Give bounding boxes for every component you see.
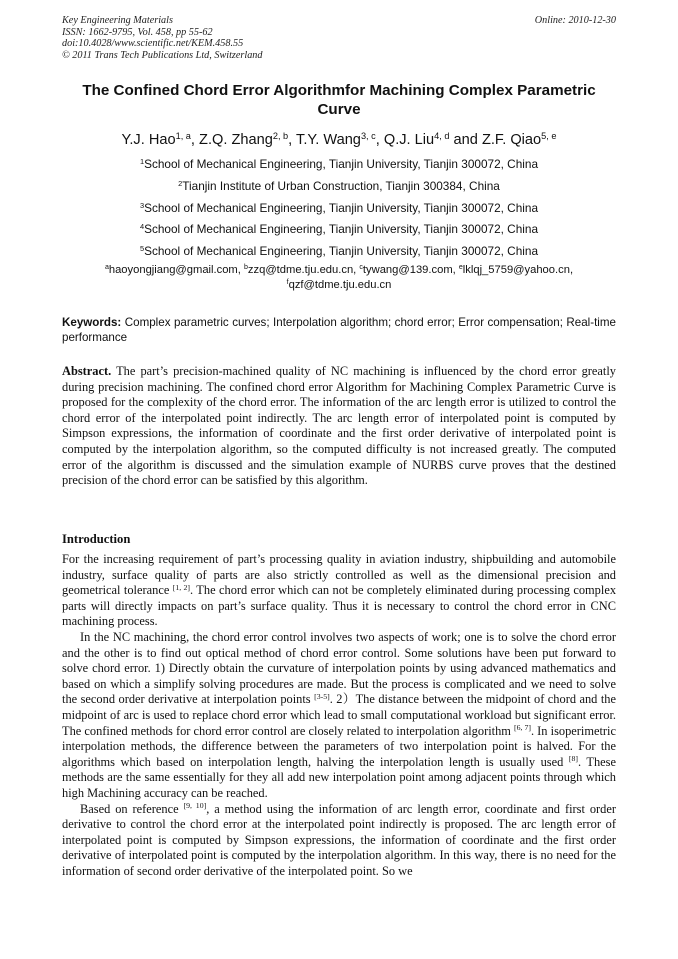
email-address[interactable]: qzf@tdme.tju.edu.cn bbox=[288, 279, 392, 291]
citation[interactable]: [8] bbox=[568, 754, 578, 764]
citation[interactable]: [6, 7] bbox=[514, 723, 531, 733]
paragraph-text: . 2）The distance between the midpoint of chord and the midpoint of arc is used to replace chord error which lead to small computational workload but significant error. The confined methods for chord error control are closely related to interpolation algorithm bbox=[62, 692, 616, 738]
paragraph-text: . The chord error which can not be completely eliminated during processing complex parts will directly impacts on part’s surface quality. Thus it is necessary to control the chord error in CNC machining process. bbox=[62, 583, 617, 629]
author: Y.J. Hao bbox=[121, 132, 176, 148]
affiliation-text: Tianjin Institute of Urban Construction, Tianjin 300384, China bbox=[182, 179, 500, 193]
author-separator: , bbox=[375, 132, 384, 148]
affiliation-number: 5 bbox=[139, 243, 145, 253]
doi-line[interactable]: doi:10.4028/www.scientific.net/KEM.458.55 bbox=[62, 38, 244, 49]
abstract-text: The part’s precision-machined quality of NC machining is influenced by the chord error greatly during precision machining. The confined chord error Algorithm for Machining Complex Parametric Curve is proposed for the complexity of the chord error. The information of the arc length error is utilized to control the chord error of the interpolated point indirectly. The arc length error of interpolated point is computed by Simpson expressions, the information of coordinate and the first order derivative of interpolated point is computed by the interpolation algorithm, so the computed difficulty is not increased greatly. The computed error of the algorithm is discussed and the simulation example of NURBS curve proves that the destined precision of the chord error can be satisfied by this algorithm. bbox=[62, 364, 617, 488]
affiliation-text: School of Mechanical Engineering, Tianjin University, Tianjin 300072, China bbox=[144, 222, 539, 236]
citation[interactable]: [3-5] bbox=[314, 692, 330, 702]
author-separator: , bbox=[288, 132, 297, 148]
introduction-body bbox=[62, 552, 616, 879]
issn-line: ISSN: 1662-9795, Vol. 458, pp 55-62 bbox=[62, 26, 213, 38]
journal-header bbox=[62, 15, 262, 61]
affiliation-text: School of Mechanical Engineering, Tianjin University, Tianjin 300072, China bbox=[144, 244, 539, 258]
affiliation-number: 1 bbox=[139, 156, 145, 166]
abstract bbox=[62, 364, 616, 489]
paragraph-text: . In isoperimetric interpolation methods, the difference between the parameters of two interpolation point is halved. For the algorithms which based on interpolation length, halving the interpolation length is usually used bbox=[62, 723, 616, 769]
paragraph-text: , a method using the information of arc length error, coordinate and first order derivative to control the chord error at the interpolated point indirectly is proposed. The arc length error of interpolated point is computed by Simpson expressions, the information of coordinate and the first order derivative of interpolated point is computed by the interpolation algorithm. In this way, there is no need for the information of second order derivative of the interpolated point. So we bbox=[62, 801, 616, 878]
abstract-label: Abstract. bbox=[62, 364, 112, 378]
affiliation-number: 3 bbox=[139, 200, 145, 210]
citation[interactable]: [1, 2] bbox=[172, 582, 190, 592]
author-affiliation-mark: 4, d bbox=[434, 130, 450, 141]
affiliation bbox=[40, 157, 638, 171]
email-list: $^a$haoyongjiang@gmail.com, $^b$zzq@tdme.tju.edu.cn, $^c$tywang@139.com, $^e$lklqj_5759@yahoo.cn, $^f$qzf@tdme.tju.edu.cn bbox=[104, 264, 574, 291]
copyright-line: © 2011 Trans Tech Publications Ltd, Switzerland bbox=[62, 49, 263, 61]
author: Q.J. Liu bbox=[383, 132, 435, 148]
affiliation bbox=[40, 179, 638, 193]
affiliation bbox=[40, 244, 638, 258]
email-address[interactable]: zzq@tdme.tju.edu.cn bbox=[247, 264, 354, 276]
keywords-label: Keywords: bbox=[62, 316, 122, 329]
journal-name: Key Engineering Materials bbox=[62, 15, 173, 26]
email-address[interactable]: haoyongjiang@gmail.com bbox=[108, 264, 238, 276]
paragraph bbox=[62, 552, 616, 630]
keywords-text: Complex parametric curves; Interpolation algorithm; chord error; Error compensation; Real-time performance bbox=[62, 316, 616, 344]
paragraph-text: . These methods are the same essentially for they all add new interpolation point among adjacent points through which high Machining accuracy can be reached. bbox=[62, 754, 616, 800]
keywords bbox=[62, 315, 616, 345]
paragraph-text: Based on reference bbox=[80, 801, 184, 816]
author-affiliation-mark: 2, b bbox=[272, 130, 289, 141]
affiliation-text: School of Mechanical Engineering, Tianjin University, Tianjin 300072, China bbox=[144, 157, 539, 171]
author-affiliation-mark: 3, c bbox=[360, 130, 376, 141]
affiliation-number: 4 bbox=[139, 221, 145, 231]
email-mark: f bbox=[286, 279, 289, 287]
paragraph-text: In the NC machining, the chord error control involves two aspects of work; one is to solve the chord error and the other is to find out optical method of chord error control. Some solutions have been put forward to solve chord error. 1) Directly obtain the curvature of interpolation points by using advanced mathematics and based on which a simplify solving procedures are made. But the process is complicated and we need to solve the second order derivative at interpolation points bbox=[62, 629, 616, 707]
email-address[interactable]: tywang@139.com bbox=[362, 264, 453, 276]
paragraph bbox=[62, 802, 616, 880]
author-affiliation-mark: 1, a bbox=[175, 130, 191, 141]
citation[interactable]: [9, 10] bbox=[183, 801, 207, 811]
author: Z.F. Qiao bbox=[481, 132, 542, 148]
affiliation bbox=[40, 201, 638, 215]
paragraph bbox=[62, 630, 616, 802]
email-mark: b bbox=[243, 264, 248, 272]
author-affiliation-mark: 5, e bbox=[541, 130, 557, 141]
affiliation-text: School of Mechanical Engineering, Tianjin University, Tianjin 300072, China bbox=[144, 201, 539, 215]
author-separator: and bbox=[449, 132, 482, 148]
email-mark: c bbox=[359, 264, 363, 272]
paper-title: The Confined Chord Error Algorithmfor Machining Complex Parametric Curve bbox=[82, 82, 596, 118]
paragraph-text: For the increasing requirement of part’s processing quality in aviation industry, shipbuilding and automobile industry, surface quality of parts are also strictly controlled as well as the dimensional precision and geometrical tolerance bbox=[62, 552, 616, 598]
email-mark: a bbox=[104, 264, 109, 272]
affiliation bbox=[40, 222, 638, 236]
online-date: Online: 2010-12-30 bbox=[534, 15, 616, 26]
affiliation-number: 2 bbox=[178, 178, 183, 188]
email-address[interactable]: lklqj_5759@yahoo.cn bbox=[462, 264, 570, 276]
introduction-heading: Introduction bbox=[62, 532, 131, 546]
author-list bbox=[40, 131, 638, 149]
author: T.Y. Wang bbox=[296, 132, 361, 148]
author: Z.Q. Zhang bbox=[199, 132, 273, 148]
author-separator: , bbox=[190, 132, 200, 148]
email-mark: e bbox=[458, 264, 463, 272]
